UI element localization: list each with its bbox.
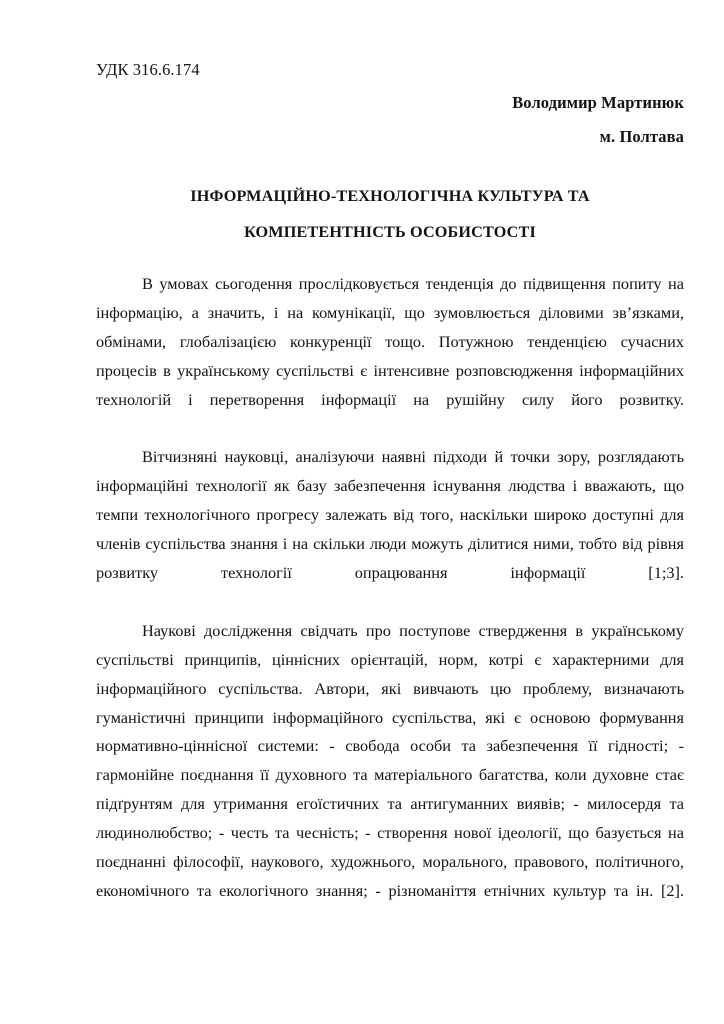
udk-classification-code: УДК 316.6.174: [96, 60, 200, 79]
page-title: [96, 188, 684, 240]
page-title-line-2: КОМПЕТЕНТНІСТЬ ОСОБИСТОСТІ: [244, 222, 536, 241]
page-title-line-1: ІНФОРМАЦІЙНО-ТЕХНОЛОГІЧНА КУЛЬТУРА ТА: [190, 186, 590, 205]
document-body: [96, 270, 684, 935]
body-paragraph: Наукові дослідження свідчать про поступове ствердження в українському суспільстві принципів, ціннісних орієнтацій, норм, котрі є характерними для інформаційного суспільства. Автори, які вивчають цю проблему, визначають гуманістичні принципи інформаційного суспільства, які є основою формування нормативно-ціннісної системи: - свобода особи та забезпечення її гідності; - гармонійне поєднання її духовного та матеріального багатства, коли духовне стає підґрунтям для утримання егоїстичних та антигуманних виявів; - милосердя та людинолюбство; - честь та чесність; - створення нової ідеології, що базується на поєднанні філософії, наукового, художнього, морального, правового, політичного, економічного та екологічного знання; - різноманіття етнічних культур та ін. [2].: [96, 620, 684, 900]
body-paragraph: Вітчизняні науковці, аналізуючи наявні підходи й точки зору, розглядають інформаційні технології як базу забезпечення існування людства і вважають, що темпи технологічного прогресу залежать від того, наскільки широко доступні для членів суспільства знання і на скільки люди можуть ділитися ними, тобто від рівня розвитку технології опрацювання інформації [1;3].: [96, 447, 684, 582]
author-block: [96, 92, 684, 146]
document-content: [96, 62, 684, 935]
author-city: м. Полтава: [599, 127, 684, 146]
author-name: Володимир Мартинюк: [512, 92, 684, 112]
body-paragraph: В умовах сьогодення прослідковується тенденція до підвищення попиту на інформацію, а значить, і на комунікації, що зумовлюється діловими зв’язками, обмінами, глобалізацією конкуренції тощо. Потужною тенденцією сучасних процесів в українському суспільстві є інтенсивне розповсюдження інформаційних технологій і перетворення інформації на рушійну силу його розвитку.: [96, 273, 684, 409]
